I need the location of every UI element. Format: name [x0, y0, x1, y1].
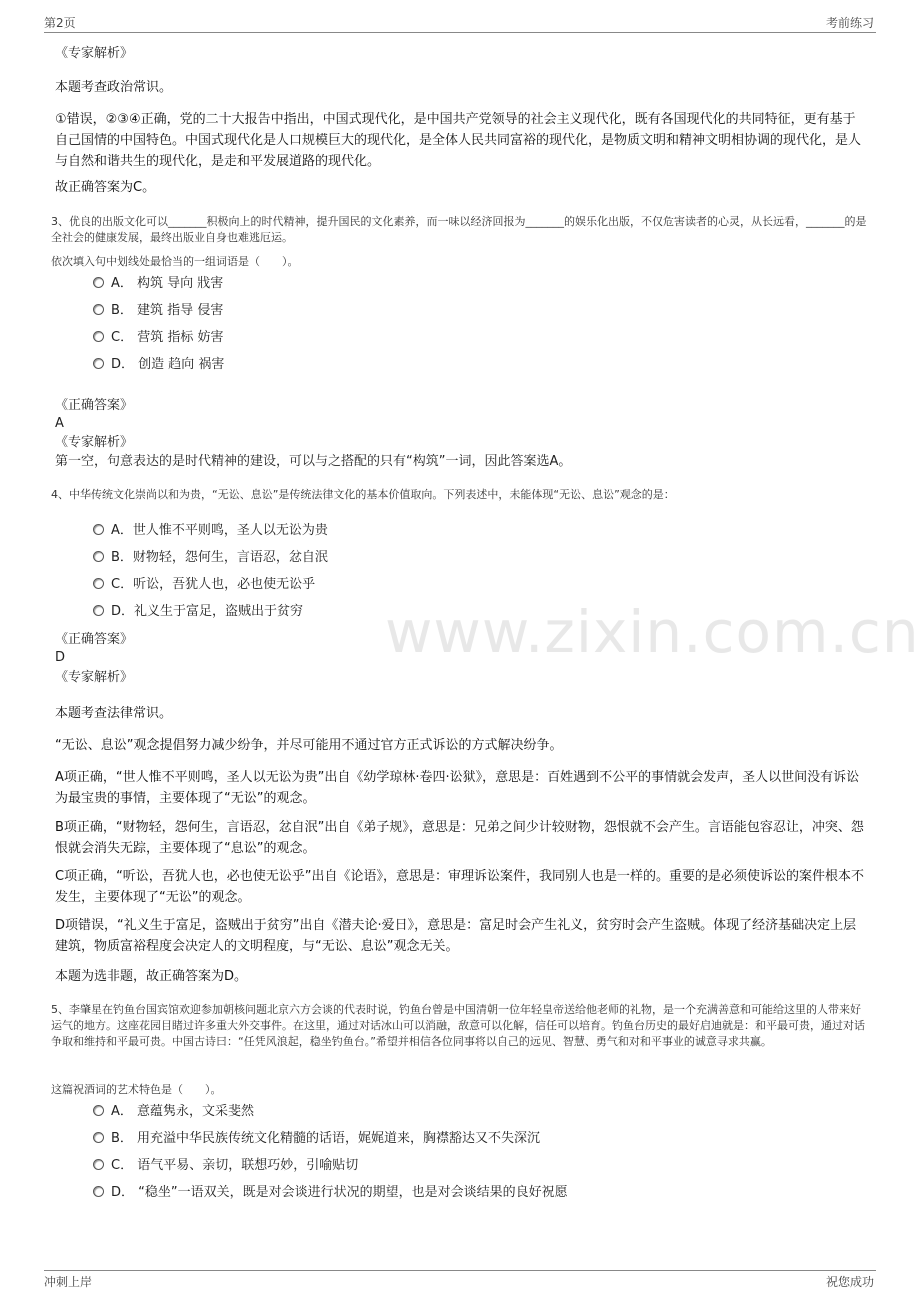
analysis-paragraph: “无讼、息讼”观念提倡努力减少纷争，并尽可能用不通过官方正式诉讼的方式解决纷争。 — [55, 738, 563, 753]
option-label: B．财物轻，怨何生，言语忍，忿自泯 — [111, 550, 328, 565]
analysis-paragraph: B项正确，“财物轻，怨何生，言语忍，忿自泯”出自《弟子规》，意思是：兄弟之间少计较财物，怨恨就不会产生。言语能包容忍让，冲突、怨恨就会消失无踪，主要体现了“息讼”的观念。 — [55, 820, 864, 856]
radio-icon[interactable] — [93, 551, 104, 562]
correct-answer: D — [55, 650, 66, 665]
option-label: D． “稳坐”一语双关，既是对会谈进行状况的期望，也是对会谈结果的良好祝愿 — [111, 1185, 568, 1200]
header-divider — [44, 32, 876, 33]
option-d[interactable] — [93, 1184, 568, 1202]
option-b[interactable] — [93, 302, 223, 320]
footer-divider — [44, 1270, 876, 1271]
footer-right-text: 祝您成功 — [825, 1275, 874, 1289]
question-stem: 3、优良的出版文化可以_______积极向上的时代精神，提升国民的文化素养，而一味以经济回报为_______的娱乐化出版，不仅危害读者的心灵，从长远看，_______的是全社会的健康发展，最终出版业自身也难逃厄运。 — [51, 215, 867, 244]
correct-answer-label: 《正确答案》 — [55, 632, 134, 647]
header-title: 考前练习 — [825, 16, 874, 30]
radio-icon[interactable] — [93, 1159, 104, 1170]
option-label: D．礼义生于富足，盗贼出于贫穷 — [111, 604, 304, 619]
question-stem: 4、中华传统文化崇尚以和为贵，“无讼、息讼”是传统法律文化的基本价值取向。下列表述中，未能体现“无讼、息讼”观念的是： — [51, 488, 675, 501]
radio-icon[interactable] — [93, 331, 104, 342]
option-label: A．世人惟不平则鸣，圣人以无讼为贵 — [111, 523, 328, 538]
option-label: D． 创造 趋向 祸害 — [111, 357, 225, 372]
option-c[interactable] — [93, 576, 315, 594]
radio-icon[interactable] — [93, 1105, 104, 1116]
correct-answer: A — [55, 416, 64, 431]
option-c[interactable] — [93, 1157, 358, 1175]
page-number: 第2页 — [44, 16, 76, 30]
radio-icon[interactable] — [93, 578, 104, 589]
watermark: www.zixin.com.cn — [385, 598, 920, 666]
radio-icon[interactable] — [93, 524, 104, 535]
analysis-paragraph: 本题考查法律常识。 — [55, 706, 173, 721]
expert-analysis-label: 《专家解析》 — [55, 435, 134, 450]
radio-icon[interactable] — [93, 605, 104, 616]
question-prompt: 这篇祝酒词的艺术特色是（ ）。 — [51, 1083, 222, 1096]
analysis-paragraph: 第一空，句意表达的是时代精神的建设，可以与之搭配的只有“构筑”一词，因此答案选A。 — [55, 454, 572, 469]
expert-analysis-label: 《专家解析》 — [55, 670, 134, 685]
radio-icon[interactable] — [93, 358, 104, 369]
radio-icon[interactable] — [93, 1186, 104, 1197]
option-c[interactable] — [93, 329, 223, 347]
correct-answer-label: 《正确答案》 — [55, 398, 134, 413]
option-label: A． 意蕴隽永，文采斐然 — [111, 1104, 255, 1119]
option-b[interactable] — [93, 1130, 540, 1148]
analysis-paragraph: C项正确，“听讼，吾犹人也，必也使无讼乎”出自《论语》，意思是：审理诉讼案件，我同别人也是一样的。重要的是必须使诉讼的案件根本不发生，主要体现了“无讼”的观念。 — [55, 869, 865, 905]
option-label: A． 构筑 导向 戕害 — [111, 276, 224, 291]
analysis-paragraph: A项正确，“世人惟不平则鸣，圣人以无讼为贵”出自《幼学琼林·卷四·讼狱》，意思是：百姓遇到不公平的事情就会发声，圣人以世间没有诉讼为最宝贵的事情，主要体现了“无讼”的观念。 — [55, 770, 860, 806]
option-d[interactable] — [93, 356, 224, 374]
radio-icon[interactable] — [93, 304, 104, 315]
question-stem: 5、李肇星在钓鱼台国宾馆欢迎参加朝核问题北京六方会谈的代表时说，钓鱼台曾是中国清朝一位年轻皇帝送给他老师的礼物，是一个充满善意和可能给这里的人带来好运气的地方。这座花园目睹过许多重大外交事件。在这里，通过对话冰山可以消融，敌意可以化解，信任可以培育。钓鱼台历史的最好启迪就是：和平最可贵，通过对话争取和维持和平最可贵。中国古诗曰：“任凭风浪起，稳坐钓鱼台。”希望并相信各位同事将以自己的远见、智慧、勇气和对和平事业的诚意寻求共赢。 — [51, 1003, 865, 1048]
option-d[interactable] — [93, 603, 303, 621]
option-label: C． 语气平易、亲切，联想巧妙，引喻贴切 — [111, 1158, 359, 1173]
option-label: C．听讼，吾犹人也，必也使无讼乎 — [111, 577, 316, 592]
option-a[interactable] — [93, 522, 328, 540]
analysis-paragraph: ①错误，②③④正确，党的二十大报告中指出，中国式现代化，是中国共产党领导的社会主义现代化，既有各国现代化的共同特征，更有基于自己国情的中国特色。中国式现代化是人口规模巨大的现代化，是全体人民共同富裕的现代化，是物质文明和精神文明相协调的现代化，是人与自然和谐共生的现代化，是走和平发展道路的现代化。 — [55, 112, 862, 169]
option-a[interactable] — [93, 1103, 254, 1121]
option-label: B． 用充溢中华民族传统文化精髓的话语，娓娓道来，胸襟豁达又不失深沉 — [111, 1131, 541, 1146]
option-b[interactable] — [93, 549, 328, 567]
question-prompt: 依次填入句中划线处最恰当的一组词语是（ ）。 — [51, 255, 299, 268]
expert-analysis-label: 《专家解析》 — [55, 46, 134, 61]
footer-left-text: 冲刺上岸 — [44, 1275, 93, 1289]
option-a[interactable] — [93, 275, 223, 293]
radio-icon[interactable] — [93, 1132, 104, 1143]
analysis-paragraph: D项错误，“礼义生于富足，盗贼出于贫穷”出自《潜夫论·爱日》，意思是：富足时会产生礼义，贫穷时会产生盗贼。体现了经济基础决定上层建筑，物质富裕程度会决定人的文明程度，与“无讼、息讼”观念无关。 — [55, 918, 857, 954]
analysis-conclusion: 本题为选非题，故正确答案为D。 — [55, 969, 248, 984]
radio-icon[interactable] — [93, 277, 104, 288]
analysis-conclusion: 故正确答案为C。 — [55, 180, 156, 195]
option-label: C． 营筑 指标 妨害 — [111, 330, 224, 345]
option-label: B． 建筑 指导 侵害 — [111, 303, 224, 318]
analysis-paragraph: 本题考查政治常识。 — [55, 80, 173, 95]
